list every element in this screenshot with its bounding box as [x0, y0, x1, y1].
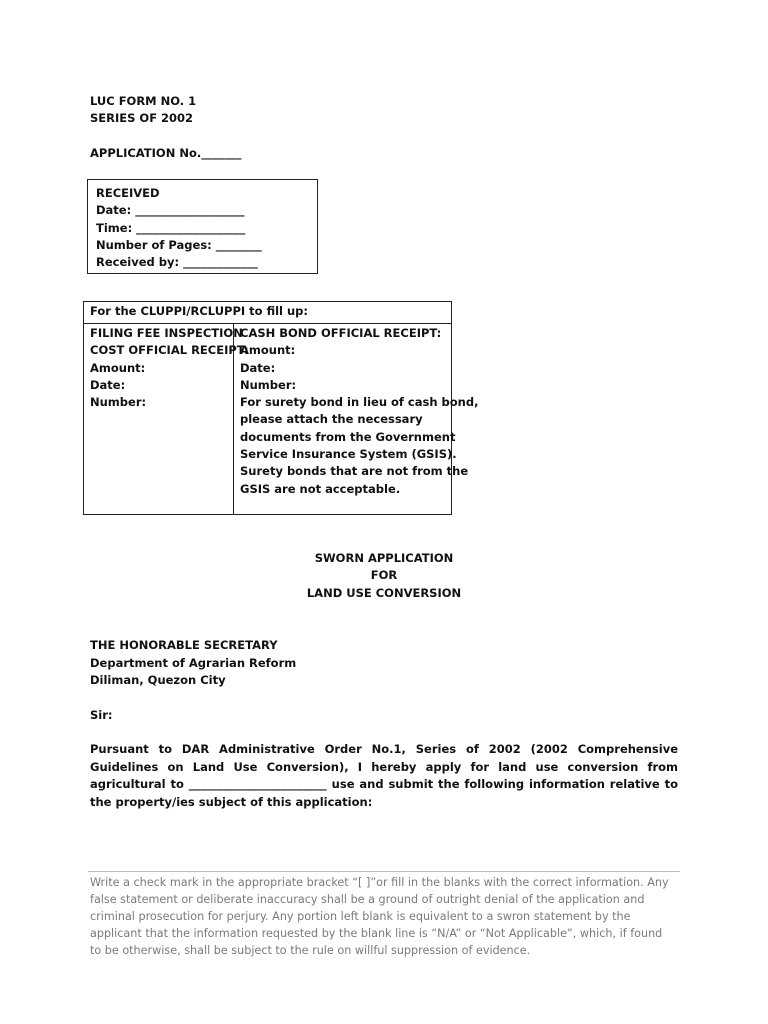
instruction-line: applicant that the information requested by the blank line is “N/A” or “Not Applicable”, which, if found — [90, 927, 663, 941]
title-line-1: SWORN APPLICATION — [314, 551, 454, 565]
filing-fee-title-1: FILING FEE INSPECTION — [90, 326, 243, 340]
addressee-department: Department of Agrarian Reform — [90, 656, 297, 670]
received-title: RECEIVED — [96, 186, 160, 200]
salutation: Sir: — [90, 708, 113, 722]
received-box — [87, 179, 318, 274]
surety-note-line: Service Insurance System (GSIS). — [240, 447, 457, 462]
filing-fee-column — [84, 324, 249, 514]
form-series: SERIES OF 2002 — [90, 111, 194, 125]
instructions-note — [90, 874, 680, 959]
received-date-field: Date: ___________________ — [96, 203, 245, 218]
divider — [88, 871, 680, 872]
application-paragraph: Pursuant to DAR Administrative Order No.1, Series of 2002 (2002 Comprehensive Guidelines on Land Use Conversion), I hereby apply for land use conversion from agricultural to ________________________ use and submit the following information relative to the property/ies subject of this application: — [90, 742, 678, 809]
filing-fee-amount: Amount: — [90, 360, 146, 375]
instruction-line: false statement or deliberate inaccuracy shall be a ground of outright denial of the application and — [90, 893, 645, 907]
surety-note-line: For surety bond in lieu of cash bond, — [240, 395, 479, 410]
fee-table — [83, 301, 479, 515]
fee-table-header: For the CLUPPI/RCLUPPI to fill up: — [84, 302, 451, 324]
filing-fee-date: Date: — [90, 377, 126, 392]
received-time-field: Time: ___________________ — [96, 220, 246, 235]
form-number: LUC FORM NO. 1 — [90, 94, 197, 108]
title-line-2: FOR — [370, 568, 398, 582]
application-number: APPLICATION No._______ — [90, 146, 242, 160]
cash-bond-title: CASH BOND OFFICIAL RECEIPT: — [240, 326, 442, 340]
filing-fee-number: Number: — [90, 395, 147, 410]
instruction-line: to be otherwise, shall be subject to the rule on willful suppression of evidence. — [90, 944, 531, 958]
received-by-field: Received by: _____________ — [96, 255, 258, 270]
title-line-3: LAND USE CONVERSION — [306, 586, 462, 600]
cash-bond-number: Number: — [240, 377, 297, 392]
cash-bond-date: Date: — [240, 360, 276, 375]
received-pages-field: Number of Pages: ________ — [96, 237, 262, 252]
addressee-location: Diliman, Quezon City — [90, 673, 226, 687]
addressee-title: THE HONORABLE SECRETARY — [90, 638, 278, 652]
surety-note-line: Surety bonds that are not from the — [240, 464, 469, 479]
surety-note-line: please attach the necessary — [240, 412, 423, 427]
instruction-line: Write a check mark in the appropriate bracket “[ ]”or fill in the blanks with the correct information. Any — [90, 876, 669, 889]
cash-bond-amount: Amount: — [240, 343, 296, 358]
cash-bond-column — [234, 324, 484, 514]
surety-note-line: GSIS are not acceptable. — [240, 481, 401, 496]
filing-fee-title-2: COST OFFICIAL RECEIPT: — [90, 343, 249, 358]
surety-note-line: documents from the Government — [240, 429, 456, 444]
instruction-line: criminal prosecution for perjury. Any portion left blank is equivalent to a swron statement by the — [90, 910, 631, 924]
